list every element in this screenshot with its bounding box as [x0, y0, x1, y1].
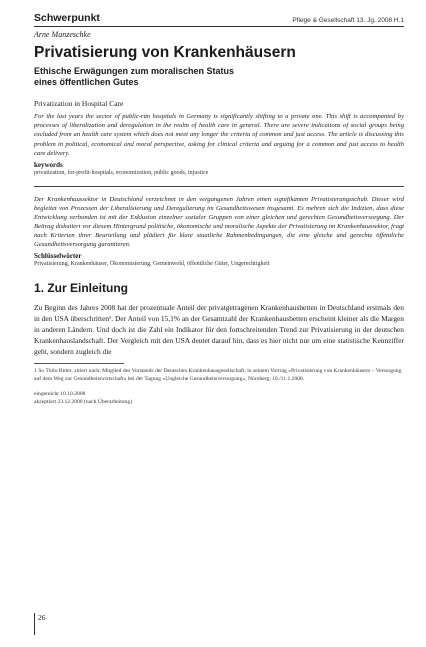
english-title: Privatization in Hospital Care [34, 99, 124, 109]
page-number: 26 [34, 613, 46, 635]
subtitle-line-2: eines öffentlichen Gutes [34, 76, 139, 87]
submission-dates [34, 391, 404, 407]
english-abstract: For the last years the sector of public-run hospitals in Germany is significantly shifting to a private one. This shift is accompanied by processes of liberalization and deregulation in the realm of health care in general. There are severe indications of social groups being excluded from an health care system which does not meet any longer the criteria of common and just access. The article is discussing this problem in political, economical and moral perspective, asking for clinical criteria and arguing for a common and just access to health care delivery. [34, 113, 404, 157]
section-name: Schwerpunkt [34, 12, 100, 24]
article-title: Privatisierung von Krankenhäusern [34, 44, 296, 61]
footnote: 1 So Thilo Bitter, zitiert nach: Mitglied des Vorstands der Deutschen Krankenhausgesellschaft, in seinem Vortrag »Privatisierung von Krankenhäusern – Versorgung auf dem Weg zur Gesundheitswirtschaft« bei der Tagung »Ungleiche Gesundheitsversorgung«, Nürnberg, 10./11.1.2008. [34, 368, 402, 382]
running-header [34, 8, 404, 27]
footnote-rule [34, 363, 124, 364]
section-heading: 1. Zur Einleitung [34, 280, 129, 295]
received-date: eingereicht 10.10.2008 [34, 391, 86, 398]
german-abstract: Der Krankenhaussektor in Deutschland verzeichnet in den vergangenen Jahren einen signifikanten Privatisierungsschub. Dieser wird begleitet von Prozessen der Liberalisierung und Deregulierung im Gesundheitswesen insgesamt. Es mehren sich die Indizien, dass diese Entwicklung verbunden ist mit der Exklusion einzelner sozialer Gruppen von einer gleichen und gerechten Gesundheitsversorgung. Der Beitrag diskutiert vor diesem Hintergrund politische, ökonomische und moralische Aspekte der Privatisierung im Krankenhaussektor, fragt nach Kriterien ihrer Beurteilung und plädiert für klare staatliche Rahmenbedingungen, die eine gleiche und gerechte öffentliche Gesundheitsversorgung garantieren. [34, 195, 404, 248]
english-keywords-heading: keywords [34, 160, 63, 169]
article-content [34, 30, 404, 407]
german-keywords-heading: Schlüsselwörter [34, 251, 82, 260]
subtitle-line-1: Ethische Erwägungen zum moralischen Status [34, 65, 235, 76]
body-paragraph: Zu Beginn des Jahres 2008 hat der prozentuale Anteil der privatgetragenen Krankenhausbetten in Deutschland erstmals den in den USA überschritten¹. Der Anteil von 15,1% an der Gesamtzahl der Krankenhausbetten erscheint kleiner als die Margen in anderen Ländern. Und doch ist die Zahl ein Indikator für den fortschreitenden Trend zur Privatisierung in der deutschen Krankenhauslandschaft. Der Vergleich mit den USA deutet darauf hin, dass es hier nicht nur um eine statistische Kennziffer geht, sondern zugleich die [34, 302, 404, 357]
journal-citation: Pflege & Gesellschaft 13. Jg. 2008 H.1 [292, 17, 404, 24]
english-keywords: privatization, for-profit-hospitals, economization, public goods, injustice [34, 169, 209, 176]
accepted-date: akzeptiert 23.12.2008 (nach Überarbeitung) [34, 399, 133, 406]
author-name: Arne Manzeschke [34, 30, 91, 39]
german-keywords: Privatisierung, Krankenhäuser, Ökonomisierung, Gemeinwohl, öffentliche Güter, Ungerechtigkeit [34, 260, 270, 267]
article-subtitle [34, 66, 404, 88]
abstract-separator [34, 186, 404, 187]
